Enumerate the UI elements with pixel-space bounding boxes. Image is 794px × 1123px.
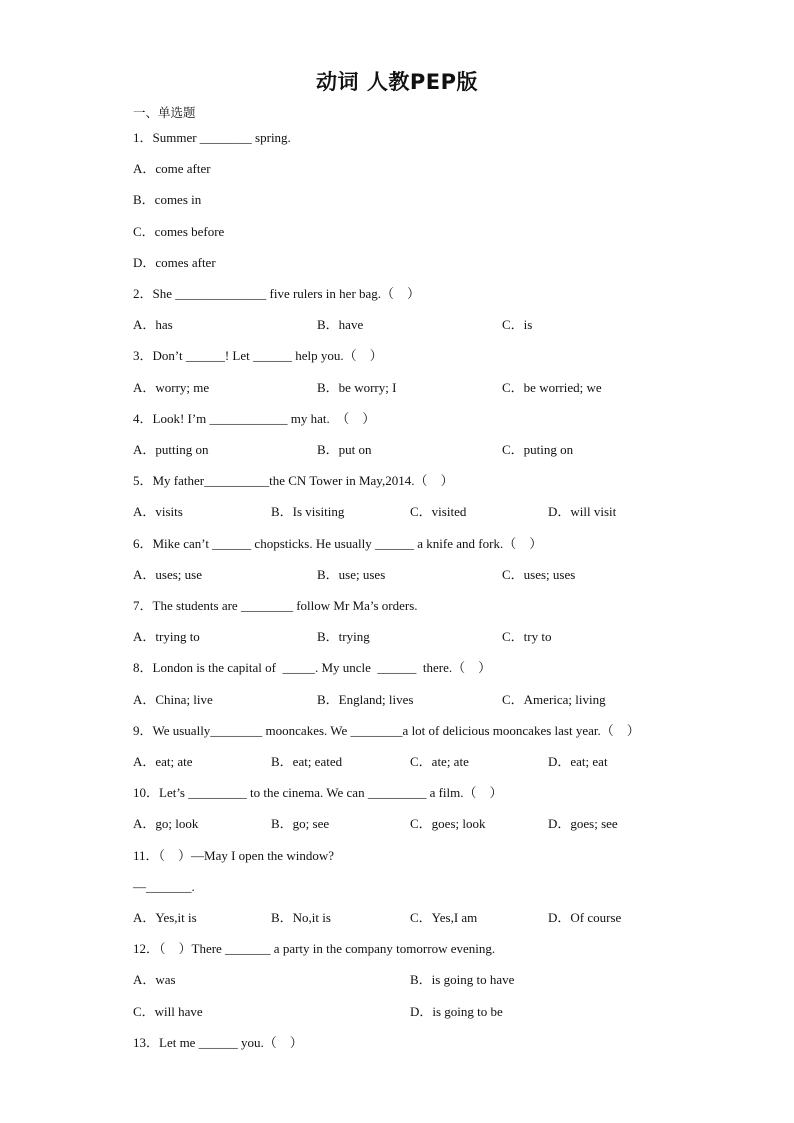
option-b[interactable]: B．have <box>317 317 364 332</box>
option-b[interactable]: B．is going to have <box>410 972 515 987</box>
option-d[interactable]: D．is going to be <box>410 1004 503 1019</box>
option-a[interactable]: A．visits <box>133 504 183 519</box>
question-stem: 3．Don’t ______! Let ______ help you.（ ） <box>133 348 383 363</box>
option-a[interactable]: A．come after <box>133 161 211 176</box>
option-d[interactable]: D．comes after <box>133 255 216 270</box>
option-a[interactable]: A．go; look <box>133 816 199 831</box>
option-b[interactable]: B．England; lives <box>317 692 414 707</box>
question-stem: 4．Look! I’m ____________ my hat. （ ） <box>133 411 376 426</box>
option-c[interactable]: C．uses; uses <box>502 567 576 582</box>
option-a[interactable]: A．trying to <box>133 629 200 644</box>
option-a[interactable]: A．eat; ate <box>133 754 193 769</box>
option-d[interactable]: D．will visit <box>548 504 617 519</box>
option-b[interactable]: B．No,it is <box>271 910 331 925</box>
option-c[interactable]: C．puting on <box>502 442 574 457</box>
option-c[interactable]: C．comes before <box>133 224 225 239</box>
option-c[interactable]: C．be worried; we <box>502 380 602 395</box>
option-c[interactable]: C．Yes,I am <box>410 910 478 925</box>
option-b[interactable]: B．go; see <box>271 816 330 831</box>
option-a[interactable]: A．Yes,it is <box>133 910 197 925</box>
question-stem: 6．Mike can’t ______ chopsticks. He usually ______ a knife and fork.（ ） <box>133 536 543 551</box>
option-c[interactable]: C．America; living <box>502 692 606 707</box>
option-b[interactable]: B．Is visiting <box>271 504 345 519</box>
question-stem: 11．（ ）—May I open the window? <box>133 848 334 863</box>
option-a[interactable]: A．worry; me <box>133 380 210 395</box>
question-stem: 8．London is the capital of _____. My uncle ______ there.（ ） <box>133 660 492 675</box>
option-b[interactable]: B．use; uses <box>317 567 386 582</box>
option-c[interactable]: C．try to <box>502 629 552 644</box>
question-stem: 12．（ ）There _______ a party in the company tomorrow evening. <box>133 941 496 956</box>
option-a[interactable]: A．uses; use <box>133 567 202 582</box>
question-stem: 7．The students are ________ follow Mr Ma’s orders. <box>133 598 418 613</box>
question-stem: 1．Summer ________ spring. <box>133 130 291 145</box>
option-d[interactable]: D．Of course <box>548 910 622 925</box>
question-stem: 9．We usually________ mooncakes. We ________a lot of delicious mooncakes last year.（ ） <box>133 723 640 738</box>
option-b[interactable]: B．put on <box>317 442 372 457</box>
option-d[interactable]: D．eat; eat <box>548 754 608 769</box>
page-title: 动词 人教PEP版 <box>316 70 478 94</box>
option-d[interactable]: D．goes; see <box>548 816 618 831</box>
option-b[interactable]: B．be worry; I <box>317 380 397 395</box>
section-heading: 一、单选题 <box>133 105 196 120</box>
option-c[interactable]: C．will have <box>133 1004 203 1019</box>
option-c[interactable]: C．goes; look <box>410 816 486 831</box>
option-a[interactable]: A．was <box>133 972 176 987</box>
question-stem: 5．My father__________the CN Tower in May,2014.（ ） <box>133 473 454 488</box>
question-stem: 2．She ______________ five rulers in her bag.（ ） <box>133 286 421 301</box>
option-a[interactable]: A．putting on <box>133 442 209 457</box>
question-stem: 13．Let me ______ you.（ ） <box>133 1035 303 1050</box>
option-c[interactable]: C．is <box>502 317 533 332</box>
option-a[interactable]: A．China; live <box>133 692 213 707</box>
question-stem-answer-line: —_______. <box>133 879 195 894</box>
option-b[interactable]: B．eat; eated <box>271 754 343 769</box>
option-b[interactable]: B．trying <box>317 629 370 644</box>
option-c[interactable]: C．ate; ate <box>410 754 469 769</box>
option-b[interactable]: B．comes in <box>133 192 202 207</box>
question-stem: 10．Let’s _________ to the cinema. We can _________ a film.（ ） <box>133 785 503 800</box>
option-a[interactable]: A．has <box>133 317 173 332</box>
option-c[interactable]: C．visited <box>410 504 467 519</box>
